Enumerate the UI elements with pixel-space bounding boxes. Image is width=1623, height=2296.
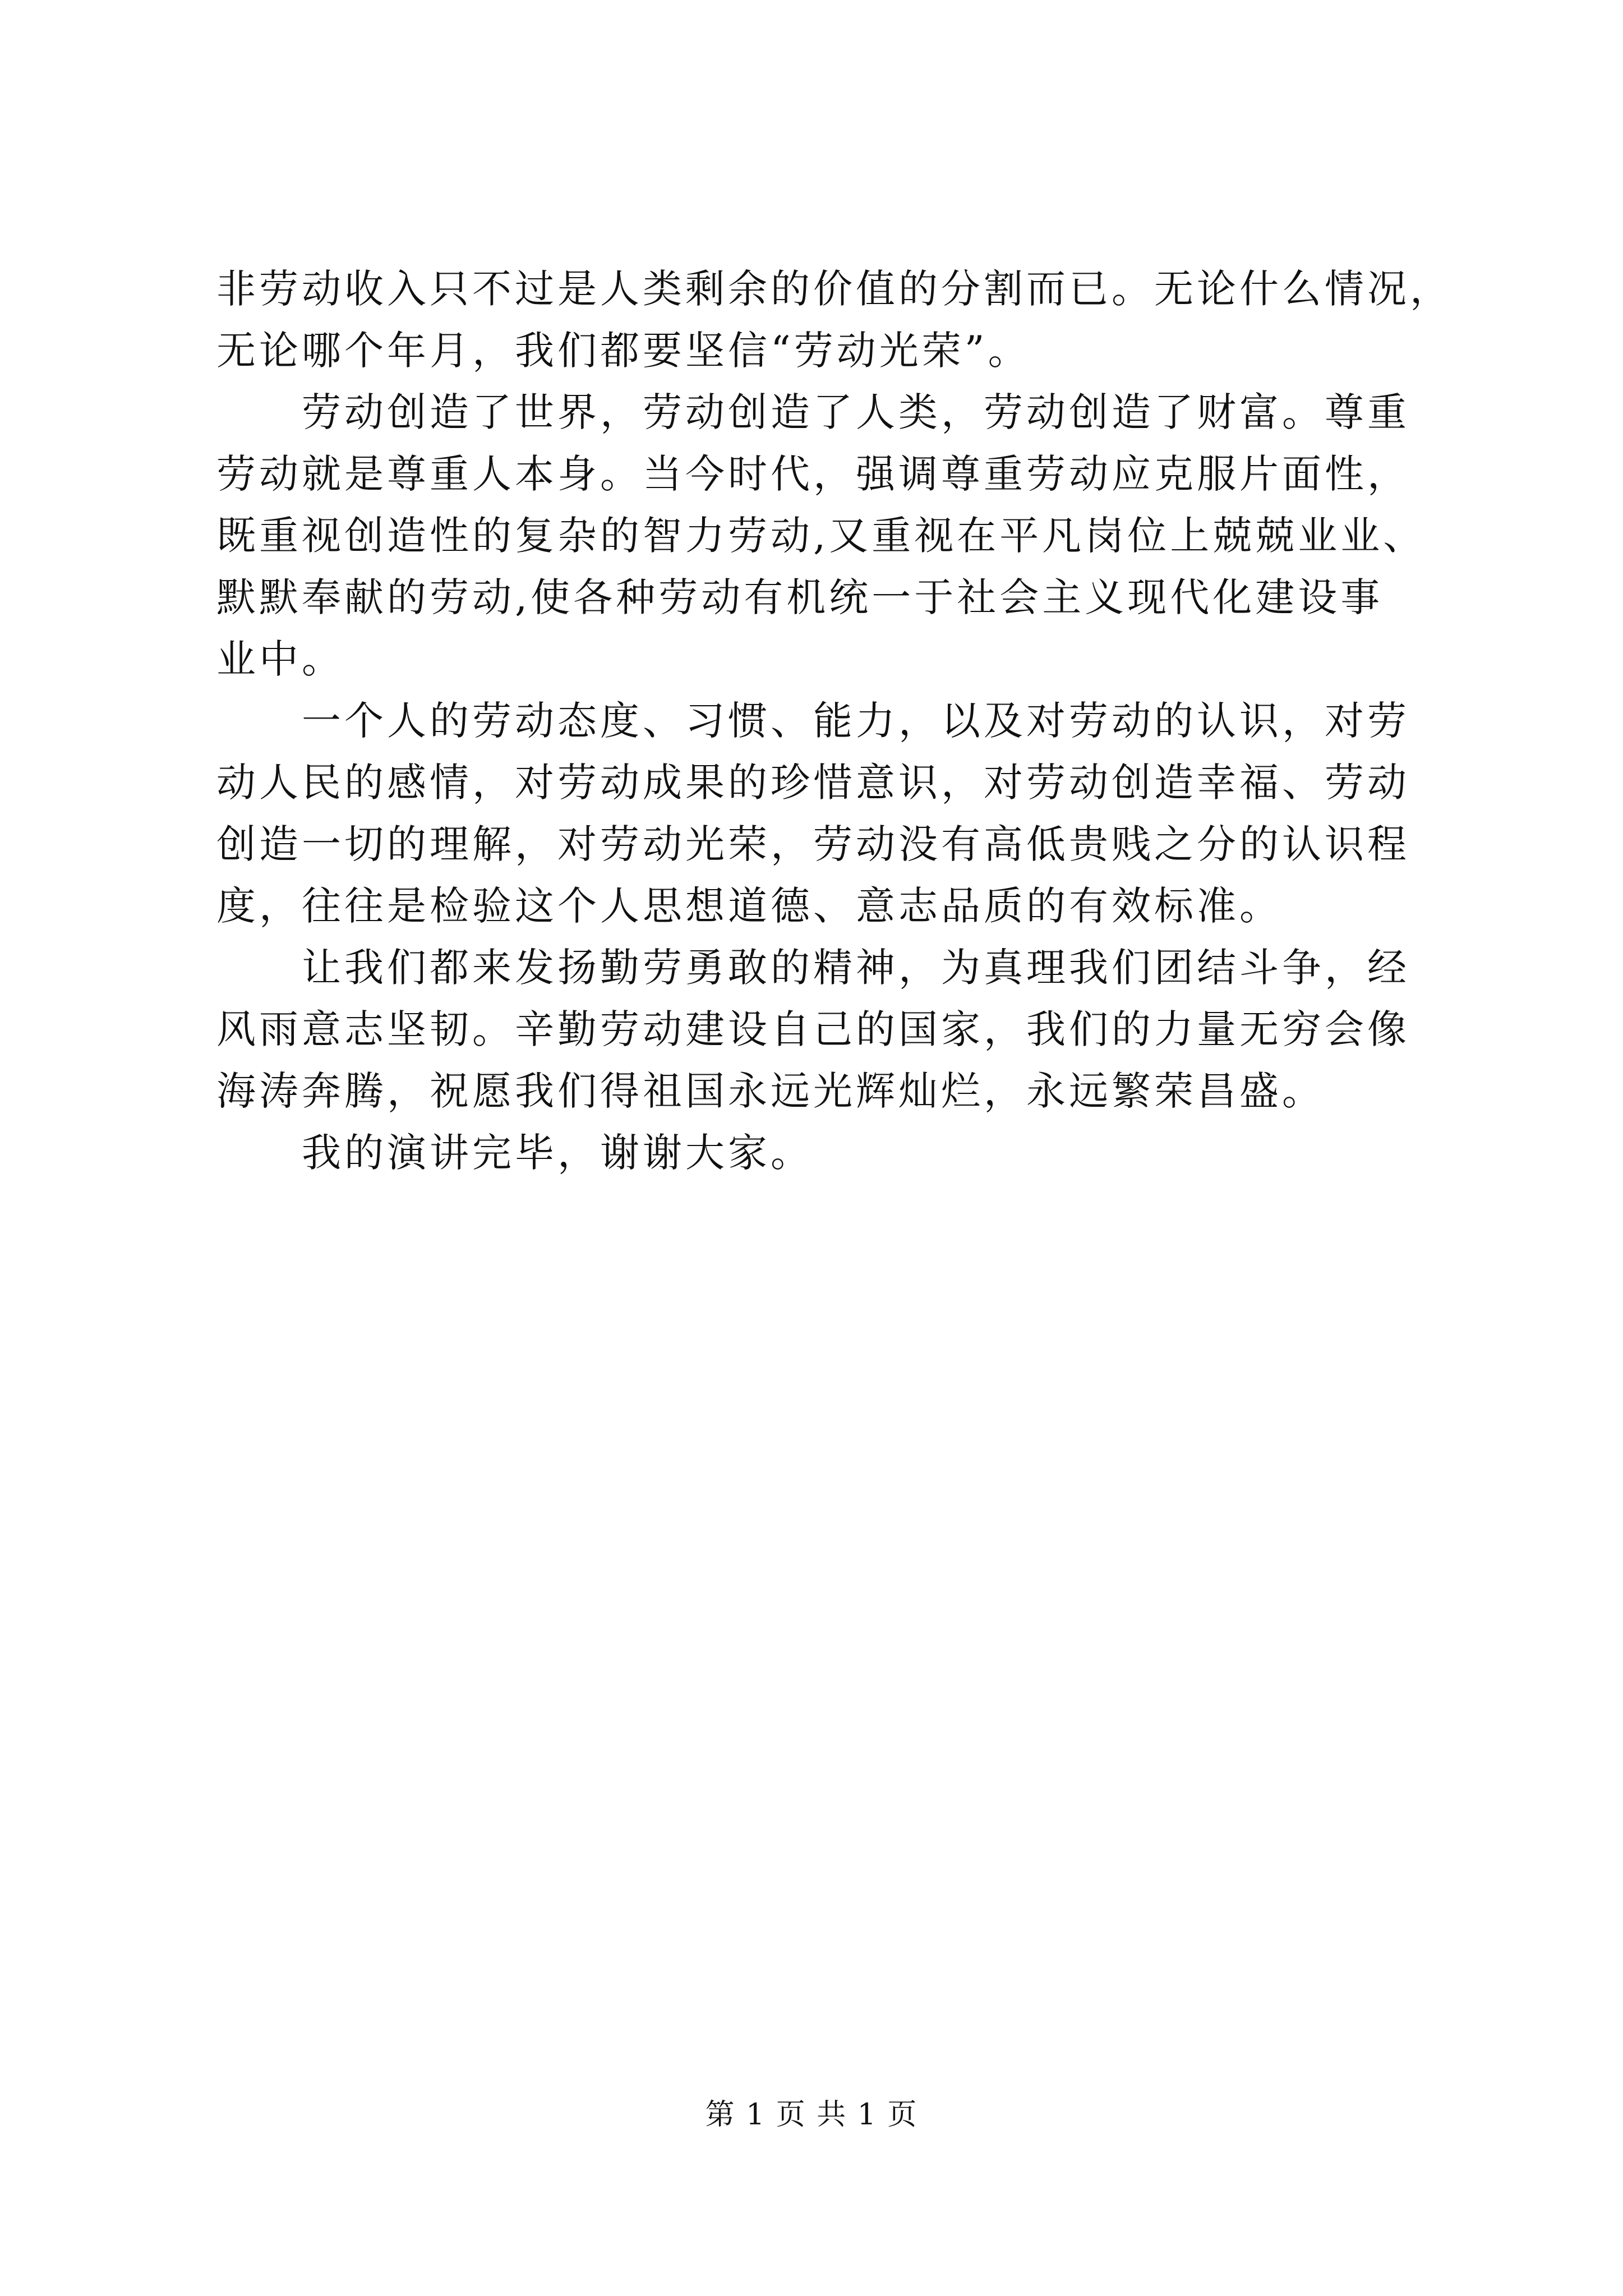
text-line: 动人民的感情，对劳动成果的珍惜意识，对劳动创造幸福、劳动 (216, 760, 1410, 806)
text-line: 海涛奔腾，祝愿我们得祖国永远光辉灿烂，永远繁荣昌盛。 (216, 1068, 1325, 1114)
paragraph (216, 690, 1417, 937)
text-line: 让我们都来发扬勤劳勇敢的精神，为真理我们团结斗争，经 (216, 945, 1410, 991)
text-line: 劳动创造了世界，劳动创造了人类，劳动创造了财富。尊重 (216, 389, 1410, 435)
text-line: 业中。 (216, 636, 344, 682)
text-line: 非劳动收入只不过是人类剩余的价值的分割而已。无论什么情况， (216, 266, 1453, 312)
paragraph (216, 1122, 1417, 1184)
text-line: 风雨意志坚韧。辛勤劳动建设自己的国家，我们的力量无穷会像 (216, 1006, 1410, 1052)
paragraph (216, 937, 1417, 1122)
document-body (216, 258, 1453, 1184)
text-line: 默默奉献的劳动,使各种劳动有机统一于社会主义现代化建设事 (216, 574, 1384, 620)
page-footer: 第 1 页 共 1 页 (705, 2098, 918, 2132)
text-line: 一个人的劳动态度、习惯、能力，以及对劳动的认识，对劳 (216, 698, 1410, 744)
text-line: 我的演讲完毕，谢谢大家。 (216, 1130, 813, 1176)
paragraph (216, 381, 1426, 690)
paragraph (216, 258, 1453, 381)
text-line: 创造一切的理解，对劳动光荣，劳动没有高低贵贱之分的认识程 (216, 821, 1410, 867)
text-line: 无论哪个年月，我们都要坚信“劳动光荣”。 (216, 328, 1031, 374)
text-line: 既重视创造性的复杂的智力劳动,又重视在平凡岗位上兢兢业业、 (216, 513, 1426, 559)
text-line: 度，往往是检验这个人思想道德、意志品质的有效标准。 (216, 883, 1282, 929)
text-line: 劳动就是尊重人本身。当今时代，强调尊重劳动应克服片面性， (216, 451, 1410, 497)
